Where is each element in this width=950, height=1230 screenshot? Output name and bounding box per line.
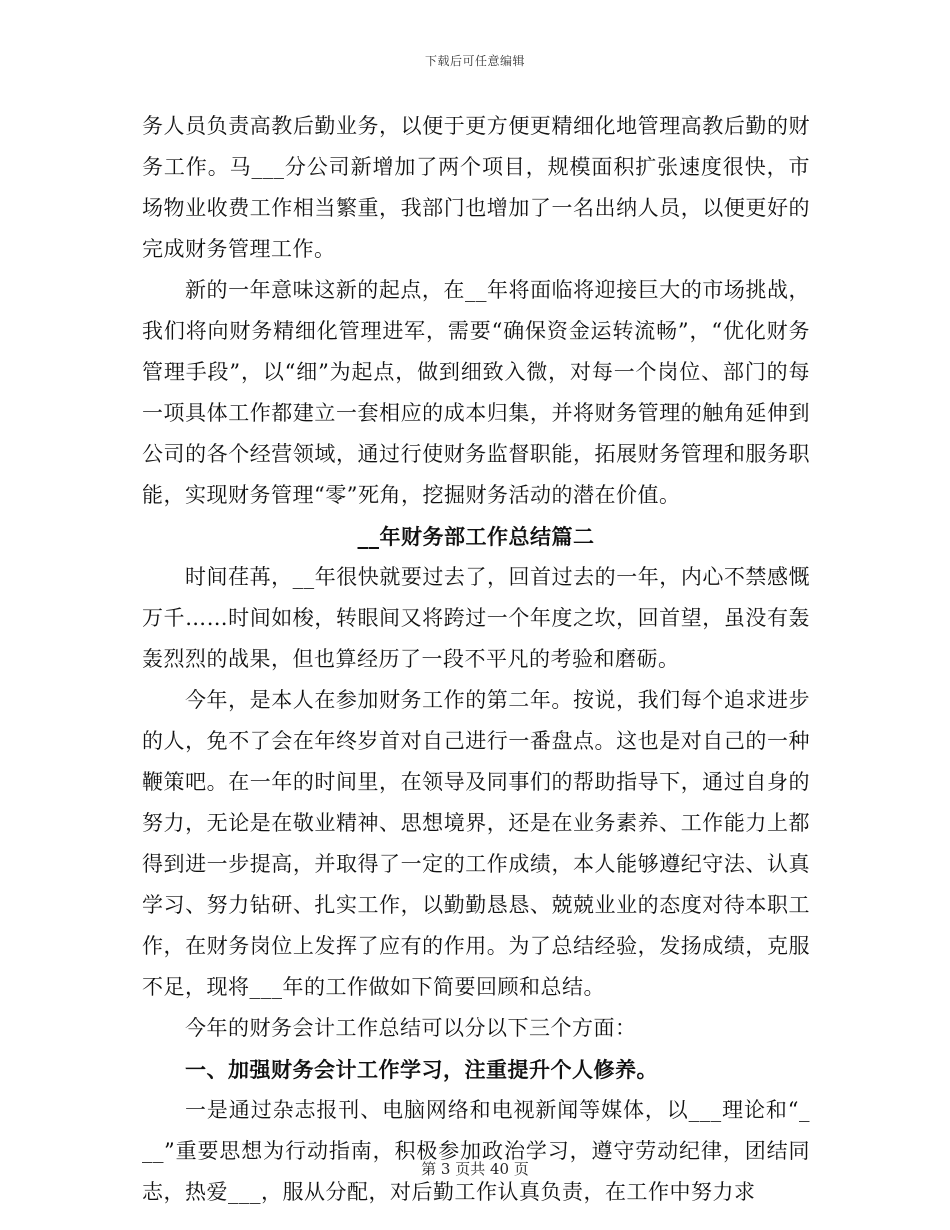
section-title: __年财务部工作总结篇二 [357, 524, 595, 549]
paragraph-second-year: 今年，是本人在参加财务工作的第二年。按说，我们每个追求进步的人，免不了会在年终岁首对自己进行一番盘点。这也是对自己的一种鞭策吧。在一年的时间里，在领导及同事们的帮助指导下，通过自身的努力，无论是在敬业精神、思想境界，还是在业务素养、工作能力上都得到进一步提高，并取得了一定的工作成绩，本人能够遵纪守法、认真学习、努力钻研、扎实工作，以勤勤恳恳、兢兢业业的态度对待本职工作，在财务岗位上发挥了应有的作用。为了总结经验，发扬成绩，克服不足，现将___年的工作做如下简要回顾和总结。 [142, 688, 810, 999]
paragraph-continued: 务人员负责高教后勤业务，以便于更方便更精细化地管理高教后勤的财务工作。马___分公司新增加了两个项目，规模面积扩张速度很快，市场物业收费工作相当繁重，我部门也增加了一名出纳人员，以便更好的完成财务管理工作。 [142, 114, 810, 261]
paragraph-political-study: 一是通过杂志报刊、电脑网络和电视新闻等媒体，以___理论和“___”重要思想为行动指南，积极参加政治学习，遵守劳动纪律，团结同志，热爱___，服从分配，对后勤工作认真负责，在工作中努力求 [142, 1098, 810, 1204]
document-body [142, 106, 810, 1213]
paragraph-time-flies: 时间荏苒，__年很快就要过去了，回首过去的一年，内心不禁感慨万千……时间如梭，转眼间又将跨过一个年度之坎，回首望，虽没有轰轰烈烈的战果，但也算经历了一段不平凡的考验和磨砺。 [142, 565, 810, 671]
page-header-note: 下载后可任意编辑 [424, 54, 525, 68]
paragraph-three-aspects: 今年的财务会计工作总结可以分以下三个方面： [185, 1016, 637, 1040]
subheading-strengthen-learning: 一、加强财务会计工作学习，注重提升个人修养。 [185, 1057, 658, 1082]
page-number-footer: 第 3 页共 40 页 [421, 1160, 529, 1178]
paragraph-new-year-outlook: 新的一年意味这新的起点，在__年将面临将迎接巨大的市场挑战，我们将向财务精细化管理进军，需要“确保资金运转流畅”，“优化财务管理手段”，以“细”为起点，做到细致入微，对每一个岗位、部门的每一项具体工作都建立一套相应的成本归集，并将财务管理的触角延伸到公司的各个经营领域，通过行使财务监督职能，拓展财务管理和服务职能，实现财务管理“零”死角，挖掘财务活动的潜在价值。 [142, 278, 810, 507]
